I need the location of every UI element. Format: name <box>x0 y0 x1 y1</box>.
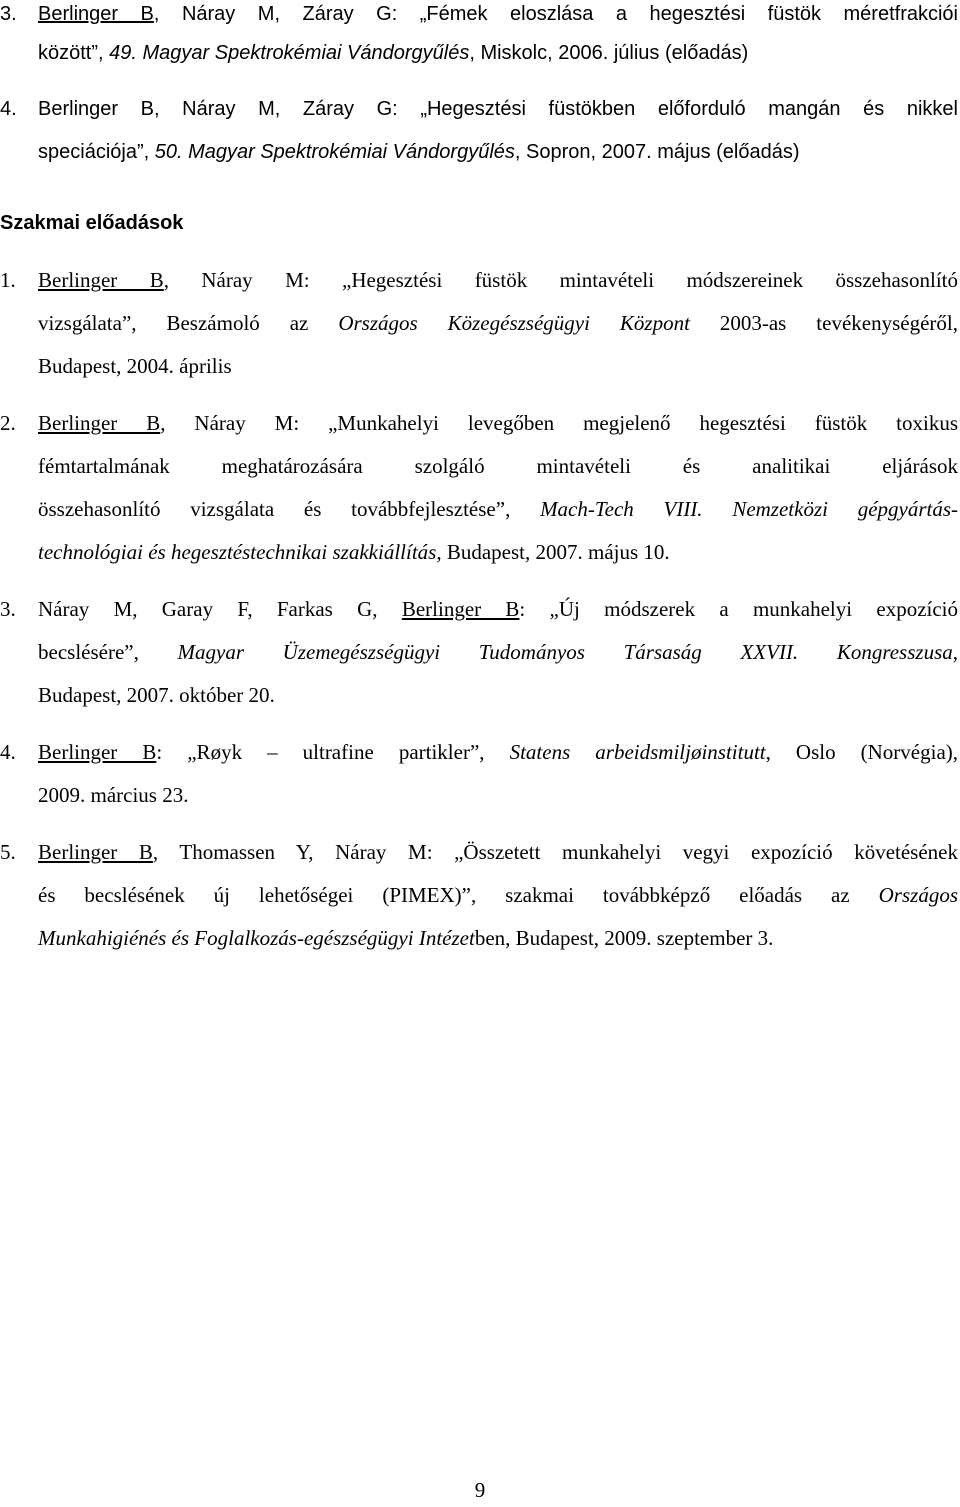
item-number: 1. <box>0 268 16 292</box>
event-name: Magyar Üzemegészségügyi Tudományos Társaság XXVII. Kongresszusa <box>177 640 953 664</box>
item-text: , Oslo (Norvégia), <box>765 740 959 764</box>
item-line-2: 2009. március 23. <box>38 783 189 807</box>
institution-name: Országos <box>878 883 958 907</box>
item-text: , <box>952 640 958 664</box>
event-name: 49. Magyar Spektrokémiai Vándorgyűlés <box>109 42 470 64</box>
item-text: összehasonlító vizsgálata és továbbfejlesztése”, <box>38 497 541 521</box>
item-text: vizsgálata”, Beszámoló az <box>38 311 339 335</box>
item-text: , Miskolc, 2006. július (előadás) <box>469 42 749 64</box>
institution-name: Országos Közegészségügyi Központ <box>338 311 690 335</box>
item-text: becslésére”, <box>38 640 178 664</box>
item-text: speciációja”, <box>38 141 155 163</box>
item-number: 2. <box>0 411 16 435</box>
item-line-1 <box>38 842 958 863</box>
event-name: technológiai és hegesztéstechnikai szakkiállítás <box>38 540 437 564</box>
event-name: Mach-Tech VIII. <box>540 497 703 521</box>
item-line-1 <box>38 742 958 763</box>
author-name: Berlinger B <box>38 268 164 292</box>
item-line-2 <box>38 43 748 63</box>
item-text: Náray M, Garay F, Farkas G, <box>38 597 402 621</box>
item-line-2 <box>38 642 958 663</box>
item-line-1 <box>38 270 958 291</box>
item-text: , Thomassen Y, Náray M: „Összetett munkahelyi vegyi expozíció követésének <box>152 840 958 864</box>
item-text: , Sopron, 2007. május (előadás) <box>514 141 800 163</box>
page-number: 9 <box>474 1478 486 1502</box>
event-name: 50. Magyar Spektrokémiai Vándorgyűlés <box>154 141 515 163</box>
item-line-1 <box>38 599 958 620</box>
item-line-1 <box>38 413 958 434</box>
item-text: , Náray M, Záray G: „Fémek eloszlása a hegesztési füstök méretfrakciói <box>153 3 958 25</box>
author-name: Berlinger B <box>38 3 154 25</box>
item-line-3 <box>38 928 773 949</box>
item-text: : „Új módszerek a munkahelyi expozíció <box>519 597 959 621</box>
item-line-2 <box>38 885 958 906</box>
item-text: , Náray M: „Hegesztési füstök mintavételi módszereinek összehasonlító <box>163 268 958 292</box>
item-line-4 <box>38 542 670 563</box>
item-text: ben, Budapest, 2009. szeptember 3. <box>474 926 774 950</box>
event-name: Nemzetközi gépgyártás- <box>732 497 959 521</box>
section-heading: Szakmai előadások <box>0 212 184 234</box>
item-line-3 <box>38 499 958 520</box>
item-line-3: Budapest, 2007. október 20. <box>38 683 275 707</box>
institution-name: Statens arbeidsmiljøinstitutt <box>509 740 766 764</box>
author-name: Berlinger B <box>38 840 153 864</box>
item-text: , Náray M: „Munkahelyi levegőben megjelenő hegesztési füstök toxikus <box>160 411 958 435</box>
item-text: 2003-as tevékenységéről, <box>689 311 958 335</box>
item-text: és becslésének új lehetőségei (PIMEX)”, szakmai továbbképző előadás az <box>38 883 879 907</box>
author-name: Berlinger B <box>401 597 520 621</box>
author-name: Berlinger B <box>38 740 157 764</box>
item-line-2 <box>38 142 800 162</box>
item-line-2 <box>38 313 958 334</box>
item-number: 3. <box>0 597 16 621</box>
item-number: 4. <box>0 98 17 120</box>
item-text: , Budapest, 2007. május 10. <box>436 540 670 564</box>
item-number: 3. <box>0 3 17 25</box>
item-line-1: Berlinger B, Náray M, Záray G: „Hegesztési füstökben előforduló mangán és nikkel <box>38 98 958 120</box>
item-line-2: fémtartalmának meghatározására szolgáló mintavételi és analitikai eljárások <box>38 454 958 478</box>
item-number: 5. <box>0 840 16 864</box>
item-number: 4. <box>0 740 16 764</box>
item-text <box>703 497 733 521</box>
item-text: között”, <box>38 42 110 64</box>
author-name: Berlinger B <box>38 411 161 435</box>
item-text: : „Røyk – ultrafine partikler”, <box>156 740 510 764</box>
item-line-1 <box>38 4 958 24</box>
item-line-3: Budapest, 2004. április <box>38 354 232 378</box>
institution-name: Munkahigiénés és Foglalkozás-egészségügyi Intézet <box>38 926 475 950</box>
